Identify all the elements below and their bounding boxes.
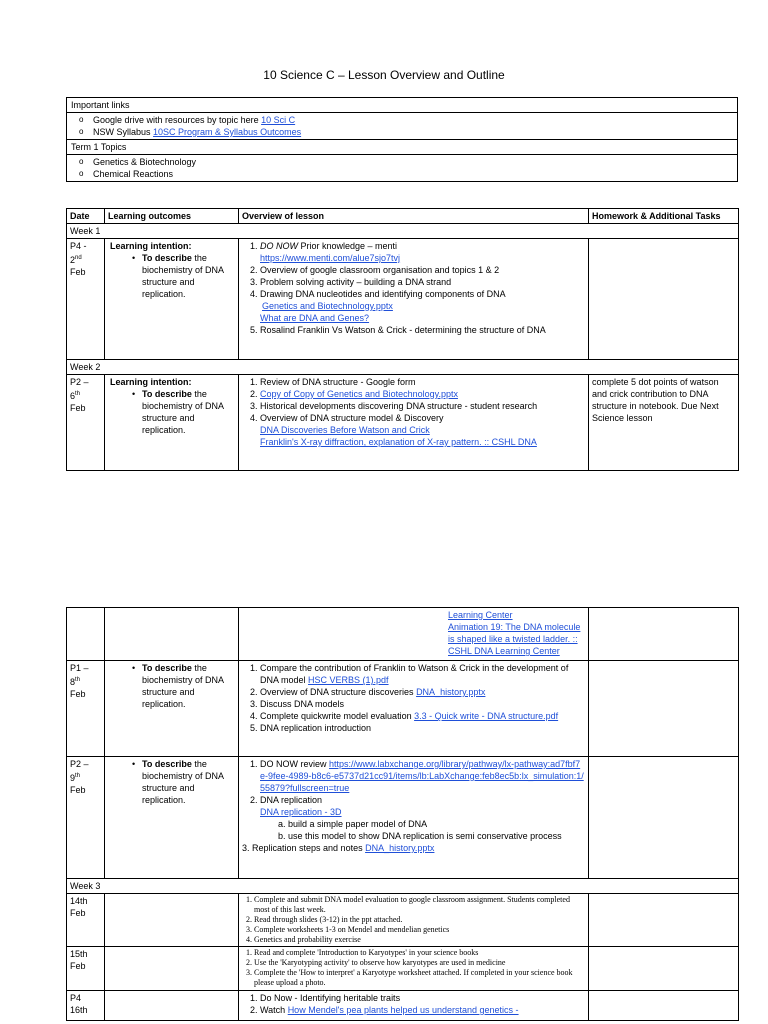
homework-cell — [589, 661, 739, 757]
labxchange-link[interactable]: https://www.labxchange.org/library/pathway/lx-pathway:ad7fbf7e-9fee-4989-b8c6-e5737d21cc91/items/lb:LabXchange:feb8ec5b:lx_simulation:1/55879?fullscreen=true — [260, 759, 584, 793]
dna-history-link[interactable]: DNA_history.pptx — [416, 687, 486, 697]
homework-cell — [589, 608, 739, 661]
learning-outcome: • To describe the biochemistry of DNA structure and replication. — [108, 388, 235, 436]
important-links-heading: Important links — [67, 98, 738, 113]
lesson-table-page1 — [66, 208, 739, 471]
homework-cell — [589, 239, 739, 360]
learning-outcome-cell — [105, 991, 239, 1021]
topic-item: o Genetics & Biotechnology — [71, 156, 733, 168]
drive-link[interactable]: 10 Sci C — [261, 115, 296, 125]
topic-item: o Chemical Reactions — [71, 168, 733, 180]
date-cell: 14th Feb — [67, 894, 105, 947]
learning-outcome-cell — [105, 947, 239, 991]
date-cell — [67, 608, 105, 661]
header-learning-outcomes: Learning outcomes — [105, 209, 239, 224]
learning-outcome-cell: Learning intention: • To describe the biochemistry of DNA structure and replication. — [105, 239, 239, 360]
animation-19-link[interactable]: Animation 19: The DNA molecule is shaped like a twisted ladder. :: CSHL DNA Learning Center — [448, 622, 581, 656]
important-links-table — [66, 97, 738, 182]
learning-outcome: • To describe the biochemistry of DNA structure and replication. — [108, 758, 235, 806]
dna-replication-3d-link[interactable]: DNA replication - 3D — [260, 807, 342, 817]
date-cell: 15th Feb — [67, 947, 105, 991]
header-date: Date — [67, 209, 105, 224]
drive-item: o Google drive with resources by topic here 10 Sci C — [71, 114, 733, 126]
copy-genetics-link[interactable]: Copy of Copy of Genetics and Biotechnology.pptx — [260, 389, 458, 399]
week-label: Week 1 — [67, 224, 739, 239]
topics-list — [67, 155, 738, 182]
overview-cell: 1. Do Now - Identifying heritable traits 2. Watch How Mendel's pea plants helped us understand genetics - — [239, 991, 589, 1021]
dna-history-link[interactable]: DNA_history.pptx — [365, 843, 435, 853]
homework-cell — [589, 991, 739, 1021]
overview-cell: 1. DO NOW Prior knowledge – menti https://www.menti.com/alue7sjo7tvj 2. Overview of google classroom organisation and topics 1 & 2 3. Problem solving activity – building a DNA strand 4. Drawing DNA nucleotides and identifying components of DNA Genetics and Biotechnology.pptx What are DNA and Genes? 5. Rosalind Franklin Vs Watson & Crick - determining the structure of DNA — [239, 239, 589, 360]
date-cell: P2 – 9th Feb — [67, 757, 105, 879]
lesson-table-page2 — [66, 607, 739, 1021]
mendel-video-link[interactable]: How Mendel's pea plants helped us understand genetics - — [287, 1005, 519, 1015]
learning-outcome-cell — [105, 608, 239, 661]
learning-outcome-cell — [105, 661, 239, 757]
franklin-xray-link[interactable]: Franklin's X-ray diffraction, explanation of X-ray pattern. :: CSHL DNA — [260, 437, 537, 447]
dna-discoveries-link[interactable]: DNA Discoveries Before Watson and Crick — [260, 425, 430, 435]
homework-cell — [589, 947, 739, 991]
links-list — [67, 113, 738, 140]
overview-cell: 1. Compare the contribution of Franklin to Watson & Crick in the development of DNA model HSC VERBS (1).pdf 2. Overview of DNA structure discoveries DNA_history.pptx 3. Discuss DNA models 4. Complete quickwrite model evaluation 3.3 - Quick write - DNA structure.pdf 5. DNA replication introduction — [239, 661, 589, 757]
quickwrite-link[interactable]: 3.3 - Quick write - DNA structure.pdf — [414, 711, 559, 721]
week-label: Week 3 — [67, 879, 739, 894]
learning-outcome-cell — [105, 894, 239, 947]
learning-outcome: • To describe the biochemistry of DNA structure and replication. — [108, 252, 235, 300]
overview-cell: 1. Read and complete 'Introduction to Karyotypes' in your science books 2. Use the 'Karyotyping activity' to observe how karyotypes are used in medicine 3. Complete the 'How to interpret' a Karyotype worksheet attached. If completed in your science book please upload a photo. — [239, 947, 589, 991]
page-title: 10 Science C – Lesson Overview and Outline — [263, 68, 505, 82]
date-cell: P1 – 8th Feb — [67, 661, 105, 757]
header-homework: Homework & Additional Tasks — [589, 209, 739, 224]
menti-link[interactable]: https://www.menti.com/alue7sjo7tvj — [260, 253, 401, 263]
overview-cell — [239, 608, 589, 661]
homework-cell — [589, 894, 739, 947]
date-cell: P4 - 2nd Feb — [67, 239, 105, 360]
overview-cell: 1. DO NOW review https://www.labxchange.org/library/pathway/lx-pathway:ad7fbf7e-9fee-4989-b8c6-e5737d21cc91/items/lb:LabXchange:feb8ec5b:lx_simulation:1/55879?fullscreen=true 2. DNA replication DNA replication - 3D a. build a simple paper model of DNA b. use this model to show DNA replication is semi conservative process 3. Replication steps and notes DNA_history.pptx — [239, 757, 589, 879]
header-overview: Overview of lesson — [239, 209, 589, 224]
term-topics-heading: Term 1 Topics — [67, 140, 738, 155]
overview-cell: 1. Review of DNA structure - Google form 2. Copy of Copy of Genetics and Biotechnology.pptx 3. Historical developments discovering DNA structure - student research 4. Overview of DNA structure model & Discovery DNA Discoveries Before Watson and Crick Franklin's X-ray diffraction, explanation of X-ray pattern. :: CSHL DNA — [239, 375, 589, 471]
syllabus-link[interactable]: 10SC Program & Syllabus Outcomes — [153, 127, 302, 137]
date-cell: P4 16th — [67, 991, 105, 1021]
syllabus-item: o NSW Syllabus 10SC Program & Syllabus Outcomes — [71, 126, 733, 138]
learning-outcome-cell — [105, 757, 239, 879]
hsc-verbs-link[interactable]: HSC VERBS (1).pdf — [308, 675, 389, 685]
learning-outcome: • To describe the biochemistry of DNA structure and replication. — [108, 662, 235, 710]
dna-genes-link[interactable]: What are DNA and Genes? — [260, 313, 370, 323]
date-cell: P2 – 6th Feb — [67, 375, 105, 471]
learning-outcome-cell: Learning intention: • To describe the biochemistry of DNA structure and replication. — [105, 375, 239, 471]
homework-cell: complete 5 dot points of watson and crick contribution to DNA structure in notebook. Due Next Science lesson — [589, 375, 739, 471]
homework-cell — [589, 757, 739, 879]
overview-cell: 1. Complete and submit DNA model evaluation to google classroom assignment. Students completed most of this last week. 2. Read through slides (3-12) in the ppt attached. 3. Complete worksheets 1-3 on Mendel and mendelian genetics 4. Genetics and probability exercise — [239, 894, 589, 947]
genetics-pptx-link[interactable]: Genetics and Biotechnology.pptx — [262, 301, 393, 311]
learning-center-link[interactable]: Learning Center — [448, 610, 513, 620]
week-label: Week 2 — [67, 360, 739, 375]
